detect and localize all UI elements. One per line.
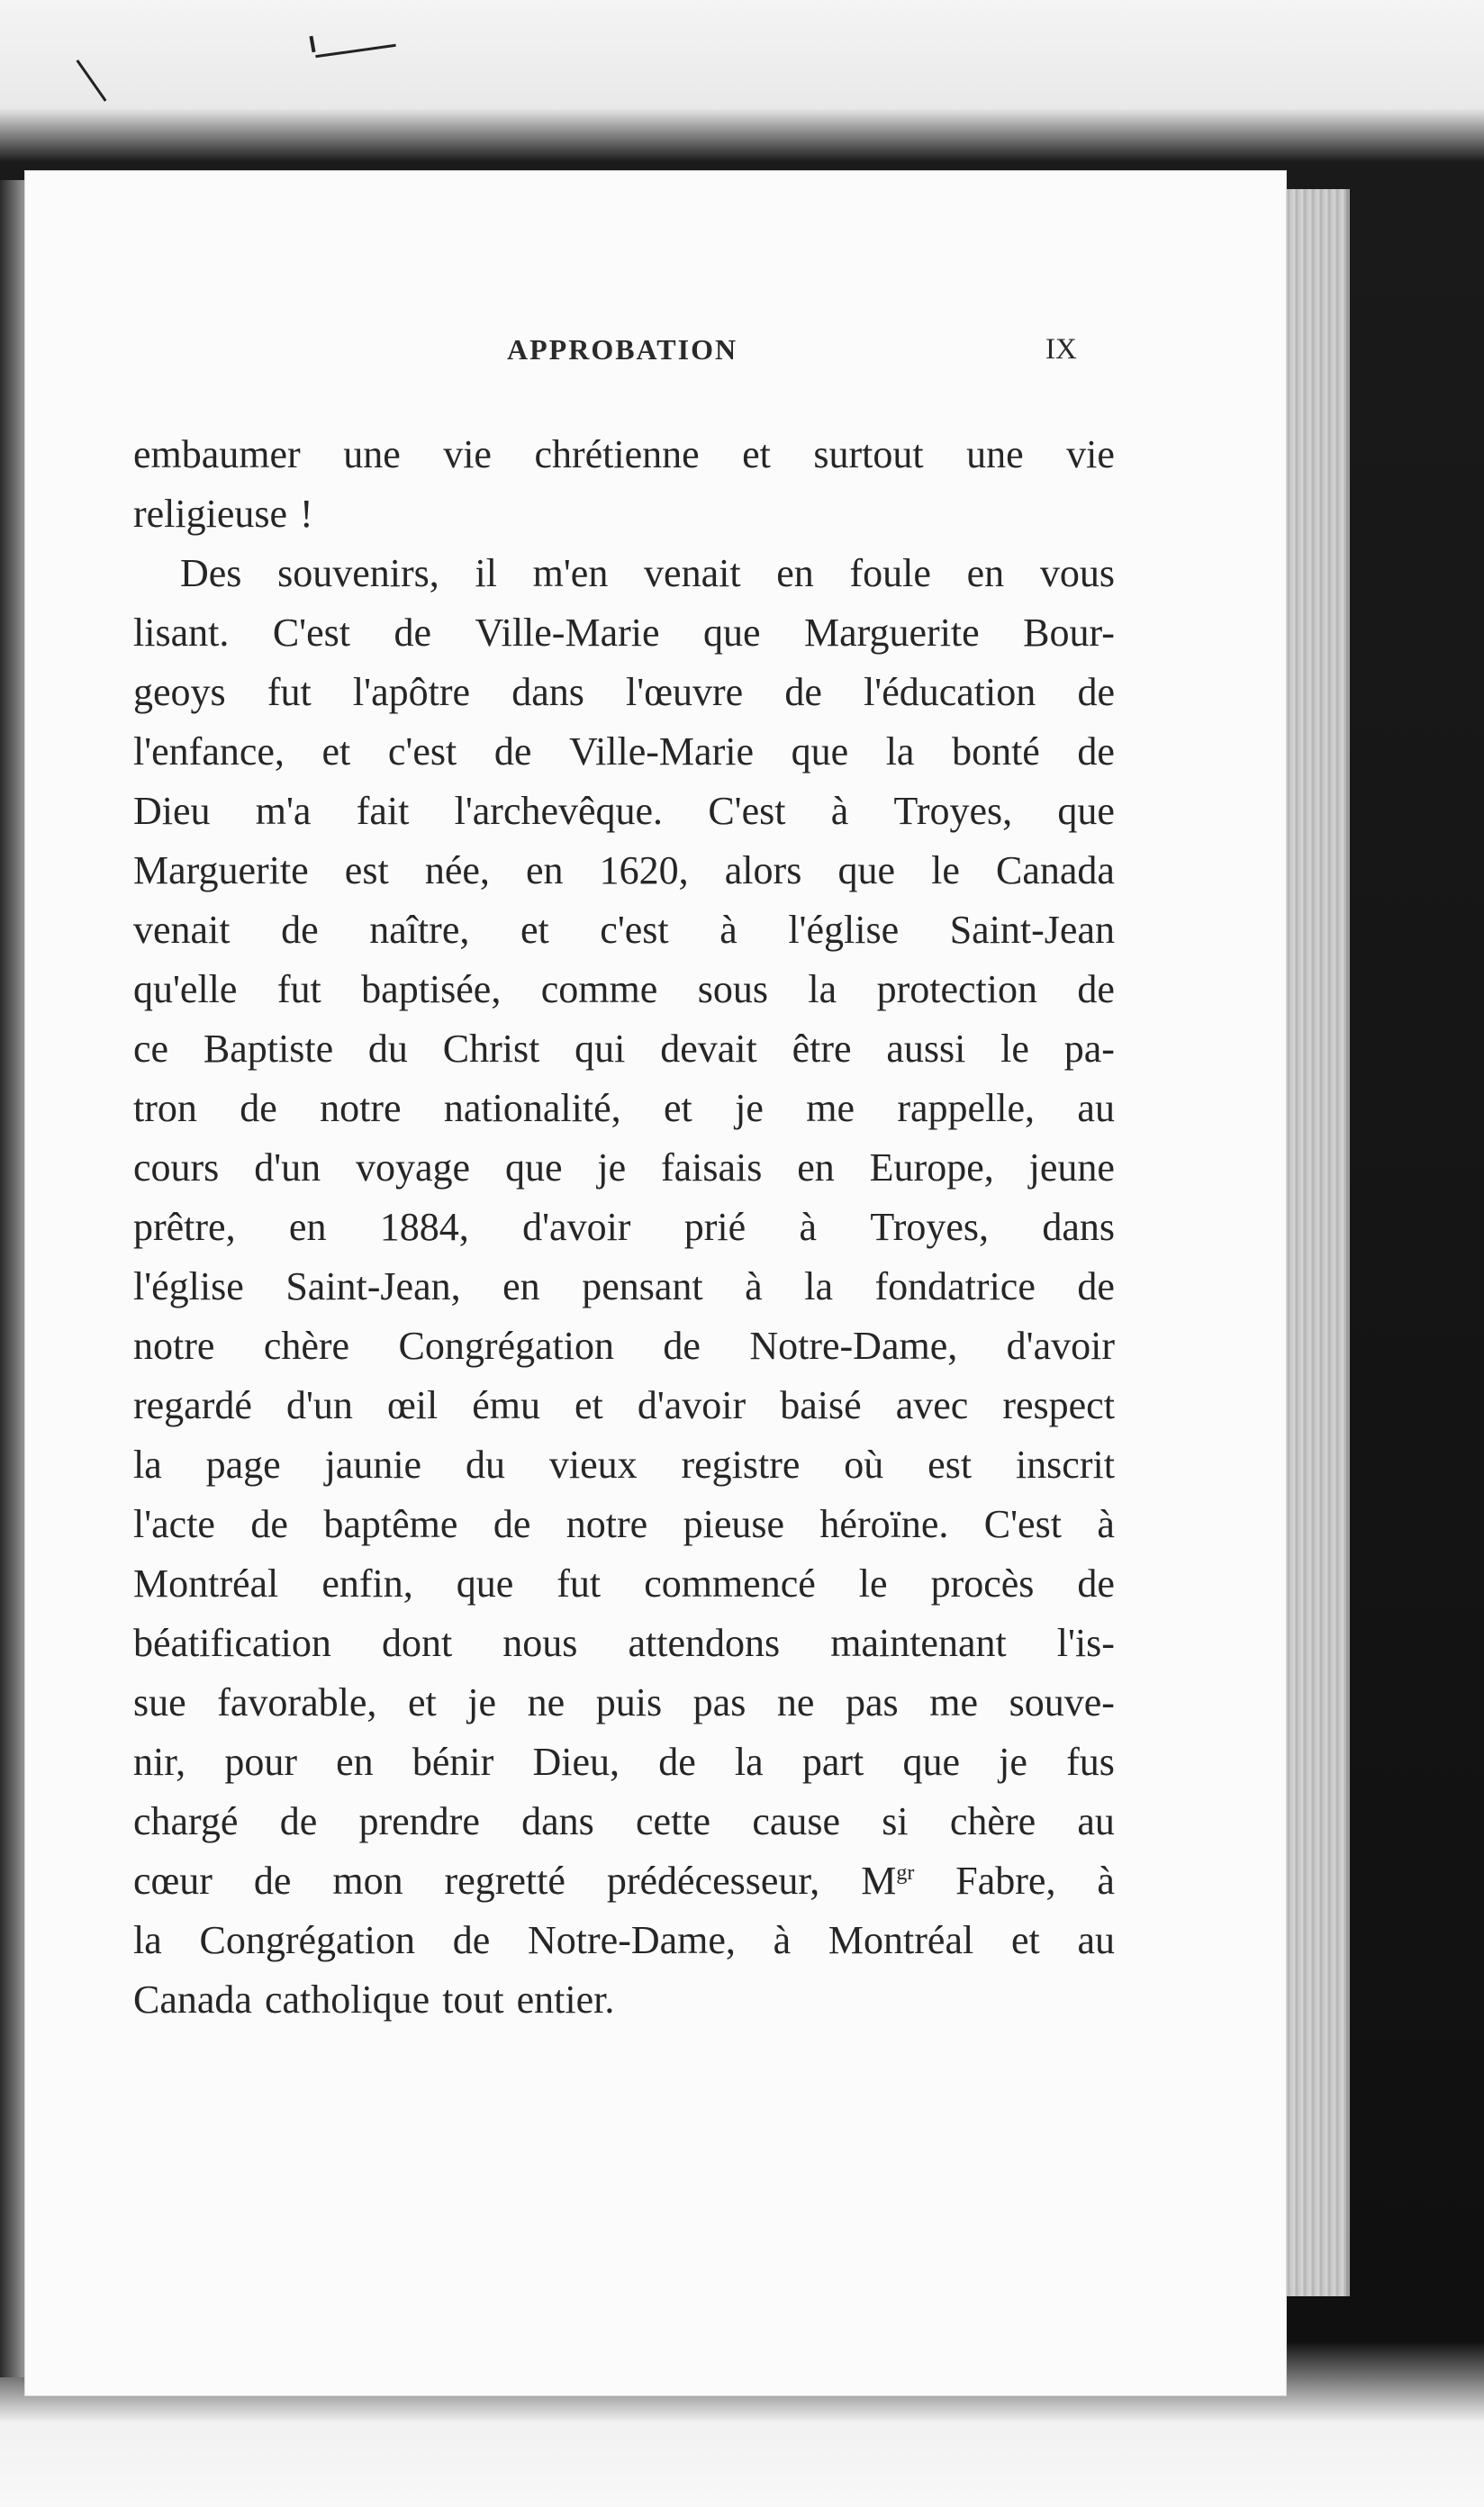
word: ne (776, 1680, 815, 1724)
word: embaumer (133, 432, 301, 476)
word: Saint-Jean, (285, 1264, 461, 1308)
word: et (321, 729, 351, 774)
word: procès (930, 1561, 1035, 1606)
word: à (745, 1264, 763, 1308)
text-line (133, 1792, 1115, 1851)
word: l'église (788, 908, 900, 952)
word: de (279, 1799, 318, 1843)
word: catholique (264, 1978, 430, 2022)
text-line (133, 663, 1115, 722)
word: pa- (1063, 1027, 1115, 1071)
word: Notre-Dame, (528, 1918, 736, 1962)
word: pas (692, 1680, 747, 1724)
text-line (133, 782, 1115, 841)
word: Des (180, 551, 242, 595)
word: qui (575, 1027, 626, 1071)
word: au (1077, 1918, 1115, 1962)
word: m'a (255, 789, 312, 833)
word: geoys (133, 670, 226, 714)
word: aussi (886, 1027, 966, 1071)
word: cette (636, 1799, 711, 1843)
word: de (281, 908, 319, 952)
word: que (837, 848, 895, 892)
word: je (999, 1740, 1027, 1784)
word: fait (356, 789, 410, 833)
word: protection (876, 967, 1037, 1011)
word: sue (133, 1680, 186, 1724)
word: baisé (780, 1383, 862, 1427)
word: lisant. (133, 611, 230, 655)
word: part (801, 1740, 864, 1784)
word: C'est (272, 611, 350, 655)
word: de (250, 1502, 288, 1546)
word: Canada (995, 848, 1115, 892)
word: le (931, 848, 960, 892)
word: fus (1066, 1740, 1115, 1784)
word: où (844, 1443, 884, 1487)
word: que (703, 611, 761, 655)
word: inscrit (1015, 1443, 1115, 1487)
text-line (133, 901, 1115, 960)
word: de (658, 1740, 696, 1784)
word: en (776, 551, 814, 595)
book-page (25, 171, 1286, 2395)
word: il (475, 551, 497, 595)
word: et (742, 432, 771, 476)
text-line (133, 1733, 1115, 1792)
word: prédécesseur, (606, 1859, 820, 1903)
word: de (240, 1086, 277, 1130)
word: qu'elle (133, 967, 238, 1011)
word: au (1077, 1799, 1115, 1843)
word: me (806, 1086, 855, 1130)
word: dans (1042, 1205, 1115, 1249)
word: que (504, 1145, 563, 1190)
word: Ville-Marie (475, 611, 660, 655)
word: enfin, (321, 1561, 413, 1606)
word: page (205, 1443, 281, 1487)
word: et (1010, 1918, 1040, 1962)
word: de (1077, 1561, 1115, 1606)
running-head (25, 333, 1286, 387)
word: de (493, 1502, 531, 1546)
word: me (929, 1680, 979, 1724)
word: regardé (133, 1383, 252, 1427)
word: que (1057, 789, 1115, 833)
word: registre (681, 1443, 801, 1487)
word: en (502, 1264, 540, 1308)
word: dans (521, 1799, 594, 1843)
word: je (735, 1086, 764, 1130)
word: en (797, 1145, 835, 1190)
word: souve- (1009, 1680, 1115, 1724)
word: chargé (133, 1799, 239, 1843)
word: Saint-Jean (949, 908, 1115, 952)
word: de (1077, 729, 1115, 774)
word: le (858, 1561, 888, 1606)
word: et (520, 908, 549, 952)
text-line (133, 1435, 1115, 1495)
word: en (288, 1205, 327, 1249)
text-line (133, 1317, 1115, 1376)
text-line (133, 1019, 1115, 1079)
word: tron (133, 1086, 197, 1130)
word: souvenirs, (277, 551, 439, 595)
word: jeune (1028, 1145, 1115, 1190)
text-line (133, 960, 1115, 1019)
word: à (830, 789, 849, 833)
word: est (344, 848, 389, 892)
word: de (663, 1324, 701, 1368)
text-line (133, 544, 1115, 603)
running-title: APPROBATION (507, 333, 738, 366)
word: Congrégation (199, 1918, 416, 1962)
word: voyage (356, 1145, 471, 1190)
word: Europe, (869, 1145, 994, 1190)
word: d'avoir (637, 1383, 747, 1427)
text-line (133, 841, 1115, 901)
word: Notre-Dame, (749, 1324, 958, 1368)
word: de (394, 611, 431, 655)
word: fut (556, 1561, 602, 1606)
word: jaunie (324, 1443, 422, 1487)
word: que (456, 1561, 514, 1606)
word: Canada (133, 1978, 252, 2022)
word: d'un (254, 1145, 321, 1190)
word: fut (276, 967, 321, 1011)
word: je (597, 1145, 627, 1190)
word: vous (1039, 551, 1115, 595)
word: baptême (323, 1502, 458, 1546)
word: Ville-Marie (568, 729, 754, 774)
word: c'est (600, 908, 669, 952)
body-text (133, 425, 1115, 2030)
word: et (407, 1680, 437, 1724)
word: héroïne. (819, 1502, 949, 1546)
word: du (367, 1027, 408, 1071)
word: à (719, 908, 737, 952)
word: pensant (582, 1264, 703, 1308)
word: chère (949, 1799, 1036, 1843)
word: fondatrice (874, 1264, 1036, 1308)
word: puis (595, 1680, 663, 1724)
word: au (1077, 1086, 1115, 1130)
word: d'avoir (522, 1205, 631, 1249)
word: si (882, 1799, 909, 1843)
word: Dieu, (532, 1740, 620, 1784)
word: Baptiste (203, 1027, 334, 1071)
word: surtout (813, 432, 924, 476)
word: la (885, 729, 915, 774)
word: Troyes, (870, 1205, 990, 1249)
text-line (133, 603, 1115, 663)
word: Fabre, (955, 1859, 1056, 1903)
word: œil (386, 1383, 439, 1427)
word: prié (683, 1205, 747, 1249)
word: foule (849, 551, 931, 595)
word: nous (502, 1621, 578, 1665)
word: l'enfance, (133, 729, 285, 774)
word: vie (443, 432, 492, 476)
text-line (133, 1376, 1115, 1435)
word: ! (300, 492, 313, 536)
word: de (1077, 1264, 1115, 1308)
word: l'œuvre (626, 670, 744, 714)
word: que (902, 1740, 960, 1784)
word: respect (1002, 1383, 1115, 1427)
word: chère (263, 1324, 350, 1368)
word: à (1097, 1502, 1115, 1546)
word: à (1097, 1859, 1115, 1903)
word: ému (472, 1383, 540, 1427)
word: sous (697, 967, 768, 1011)
word: l'archevêque. (454, 789, 664, 833)
word: favorable, (217, 1680, 377, 1724)
word: être (792, 1027, 852, 1071)
word: tout (442, 1978, 504, 2022)
word: baptisée, (361, 967, 502, 1011)
word: l'acte (133, 1502, 215, 1546)
word: pas (846, 1680, 899, 1724)
word: Congrégation (398, 1324, 614, 1368)
word: prêtre, (133, 1205, 236, 1249)
word: fut (267, 670, 312, 714)
word: Christ (442, 1027, 540, 1071)
word: dont (381, 1621, 453, 1665)
superscript: gr (896, 1861, 915, 1885)
word: à (773, 1918, 792, 1962)
word: naître, (369, 908, 470, 952)
word: cause (752, 1799, 841, 1843)
word: Montréal (828, 1918, 974, 1962)
word: entier. (516, 1978, 615, 2022)
word: est (928, 1443, 973, 1487)
word: 1620, (599, 848, 689, 892)
word: que (791, 729, 849, 774)
word: dans (511, 670, 584, 714)
word: l'église (133, 1264, 244, 1308)
word: Montréal (133, 1561, 279, 1606)
word: je (467, 1680, 497, 1724)
word: chrétienne (534, 432, 700, 476)
word: à (799, 1205, 818, 1249)
word: bonté (952, 729, 1040, 774)
word: Troyes, (893, 789, 1013, 833)
text-line (133, 1079, 1115, 1138)
word: et (575, 1383, 603, 1427)
word: d'un (285, 1383, 353, 1427)
word: $M^{gr}$ (861, 1859, 915, 1903)
word: pieuse (683, 1502, 784, 1546)
word: venait (133, 908, 231, 952)
word: notre (320, 1086, 402, 1130)
word: Marguerite (804, 611, 980, 655)
word: de (1077, 967, 1115, 1011)
page-stack-edges (1283, 189, 1350, 2296)
word: cours (133, 1145, 220, 1190)
word: en (336, 1740, 374, 1784)
word: la (804, 1264, 833, 1308)
word: la (734, 1740, 764, 1784)
word: alors (724, 848, 802, 892)
word: d'avoir (1006, 1324, 1115, 1368)
word: ne (527, 1680, 566, 1724)
word: la (133, 1443, 162, 1487)
text-line (133, 722, 1115, 782)
word: béatification (133, 1621, 331, 1665)
word: rappelle, (897, 1086, 1036, 1130)
word: de (1077, 670, 1115, 714)
text-line (133, 1673, 1115, 1733)
word: en (966, 551, 1005, 595)
word: en (526, 848, 564, 892)
text-line (133, 1970, 1115, 2030)
word: la (808, 967, 837, 1011)
text-line (133, 484, 1115, 544)
word: et (663, 1086, 692, 1130)
word: cœur (133, 1859, 213, 1903)
word: devait (660, 1027, 757, 1071)
word: bénir (412, 1740, 494, 1784)
word: de (493, 729, 532, 774)
word: avec (895, 1383, 969, 1427)
word: c'est (387, 729, 457, 774)
word: regretté (444, 1859, 566, 1903)
text-line (133, 1614, 1115, 1673)
text-line (133, 425, 1115, 484)
word: l'is- (1056, 1621, 1115, 1665)
word: Dieu (133, 789, 211, 833)
word: pour (224, 1740, 297, 1784)
word: religieuse (133, 492, 288, 536)
page-number: IX (1045, 333, 1077, 366)
word: comme (540, 967, 658, 1011)
word: 1884, (379, 1205, 469, 1249)
word: la (133, 1918, 162, 1962)
word: nationalité, (443, 1086, 621, 1130)
word: notre (133, 1324, 215, 1368)
word: de (452, 1918, 491, 1962)
word: commencé (644, 1561, 816, 1606)
word: une (966, 432, 1024, 476)
word: du (465, 1443, 505, 1487)
word: Bour- (1023, 611, 1115, 655)
word: le (1000, 1027, 1029, 1071)
word: vie (1066, 432, 1115, 476)
text-line (133, 1138, 1115, 1198)
word: née, (424, 848, 490, 892)
word: ce (133, 1027, 169, 1071)
text-line (133, 1554, 1115, 1614)
word: Marguerite (133, 848, 309, 892)
word: notre (566, 1502, 648, 1546)
word: C'est (983, 1502, 1062, 1546)
word: mon (332, 1859, 403, 1903)
word: l'éducation (864, 670, 1036, 714)
text-line (133, 1911, 1115, 1970)
word: m'en (532, 551, 609, 595)
word: faisais (660, 1145, 763, 1190)
word: maintenant (830, 1621, 1007, 1665)
word: de (253, 1859, 292, 1903)
text-line (133, 1257, 1115, 1317)
word: l'apôtre (352, 670, 471, 714)
word: nir, (133, 1740, 186, 1784)
word: attendons (628, 1621, 781, 1665)
word: une (343, 432, 401, 476)
word: vieux (548, 1443, 638, 1487)
word: C'est (708, 789, 786, 833)
text-line (133, 1198, 1115, 1257)
word: venait (644, 551, 741, 595)
text-line (133, 1495, 1115, 1554)
text-line (133, 1851, 1115, 1911)
word: de (784, 670, 822, 714)
word: prendre (358, 1799, 480, 1843)
